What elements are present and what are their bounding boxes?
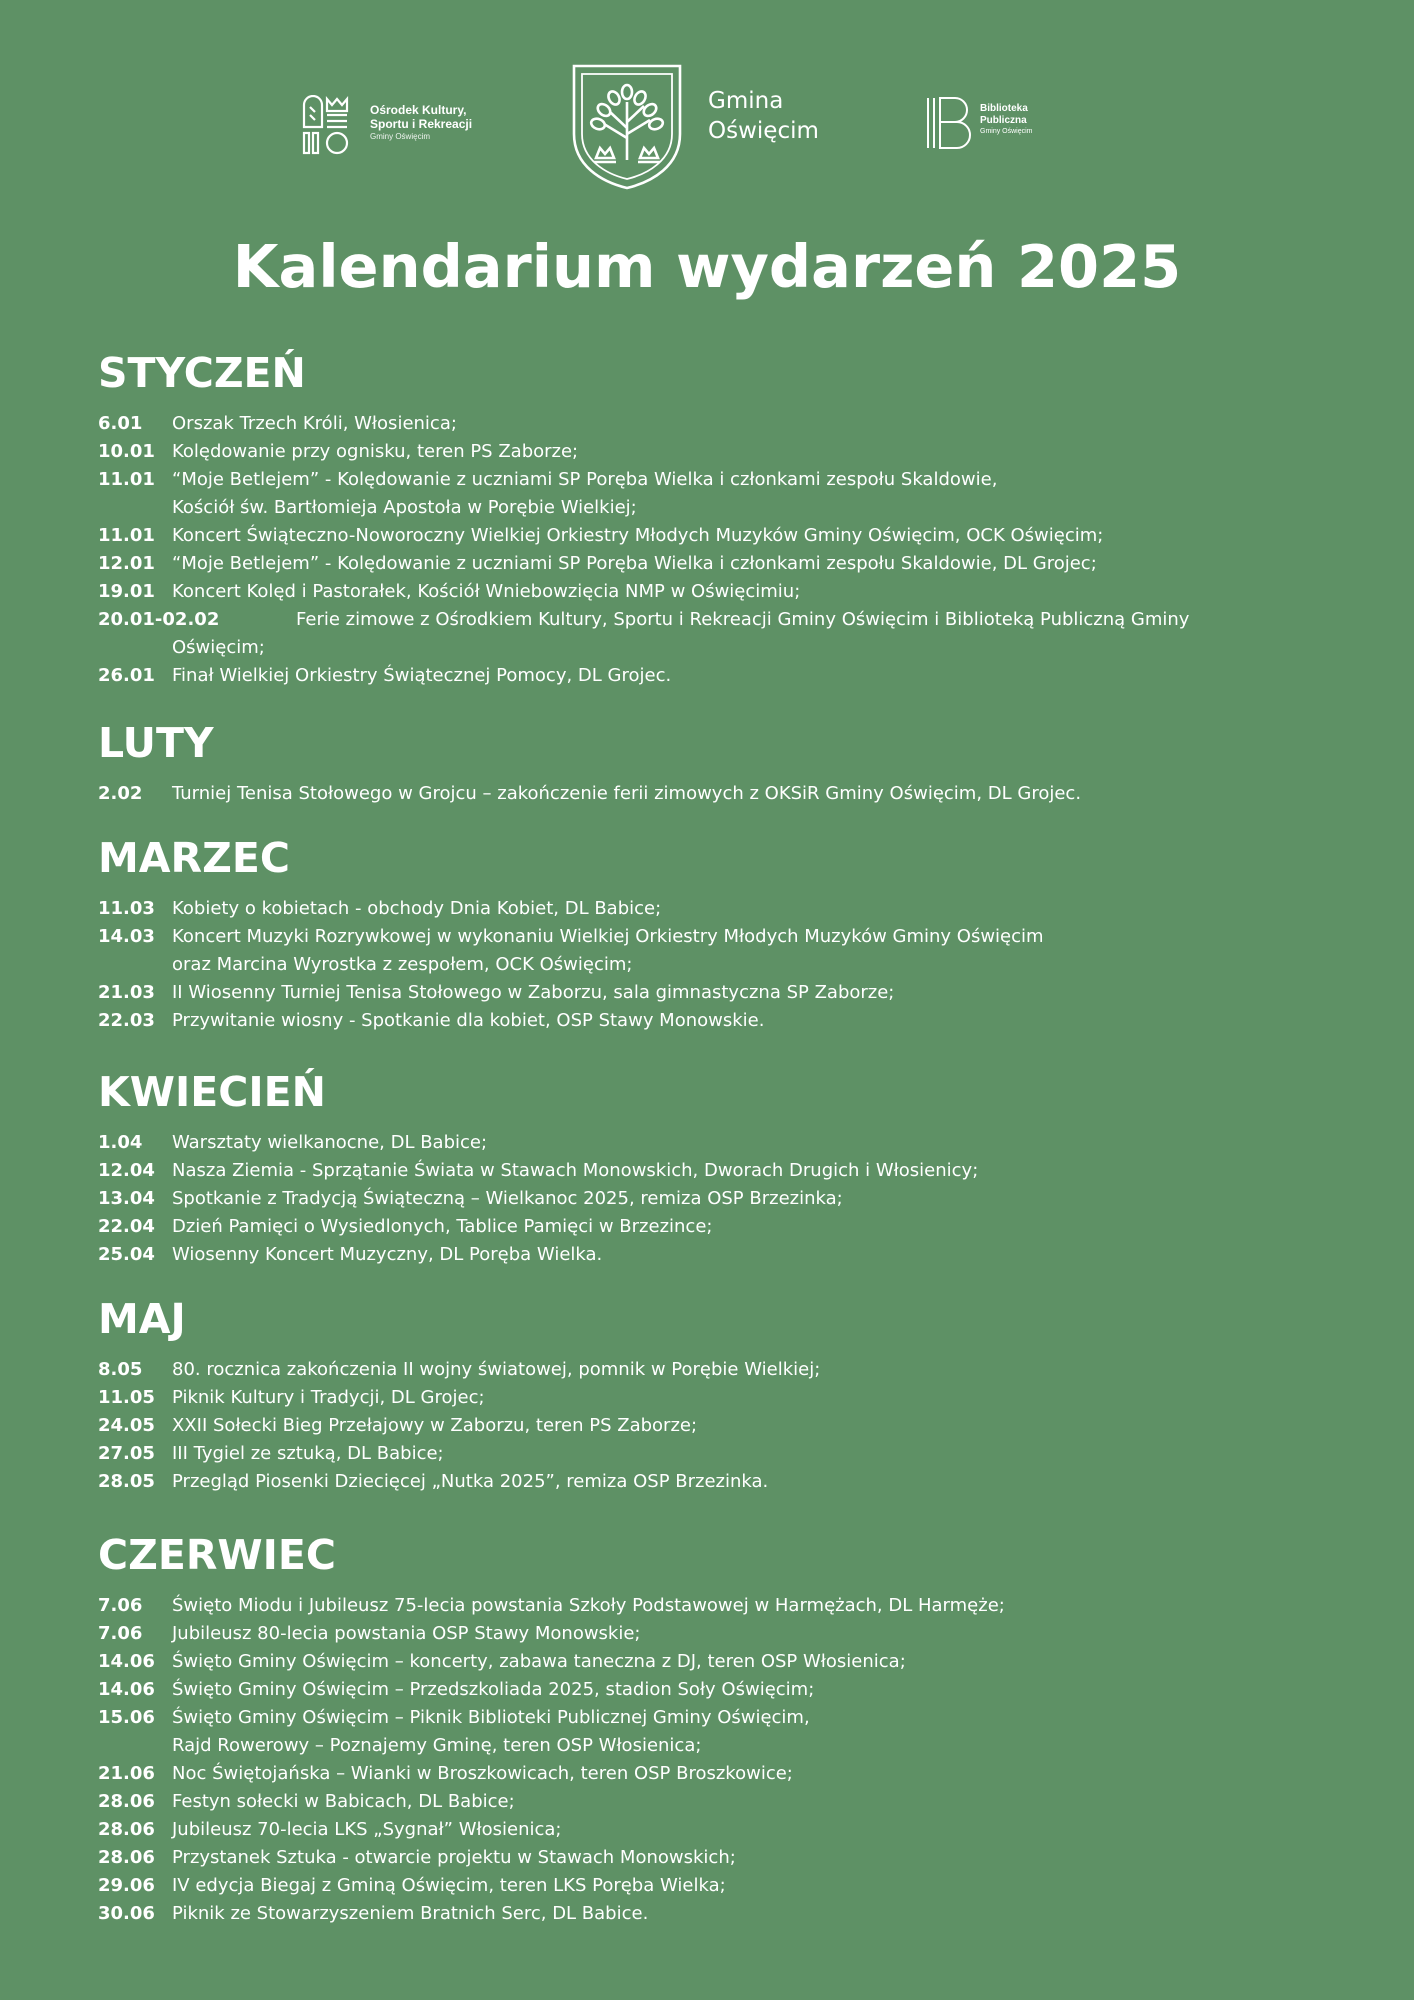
event-row bbox=[98, 1185, 1328, 1213]
event-description: Jubileusz 80-lecia powstania OSP Stawy Monowskie; bbox=[172, 1623, 641, 1644]
event-date: 29.06 bbox=[98, 1875, 155, 1896]
gmina-name bbox=[708, 86, 819, 146]
event-date: 11.01 bbox=[98, 525, 155, 546]
biblioteka-emblem-icon bbox=[925, 95, 975, 151]
event-row bbox=[98, 1157, 1328, 1185]
event-list bbox=[98, 1129, 1328, 1269]
event-row bbox=[98, 1704, 1328, 1732]
event-date: 28.06 bbox=[98, 1819, 155, 1840]
event-row bbox=[98, 1468, 1328, 1496]
event-description: Kościół św. Bartłomieja Apostoła w Porębie Wielkiej; bbox=[172, 497, 637, 518]
event-list bbox=[98, 410, 1328, 690]
event-description: Koncert Świąteczno-Noworoczny Wielkiej Orkiestry Młodych Muzyków Gminy Oświęcim, OCK Oświęcim; bbox=[172, 525, 1104, 546]
event-list bbox=[98, 1592, 1328, 1928]
event-description: Rajd Rowerowy – Poznajemy Gminę, teren OSP Włosienica; bbox=[172, 1735, 702, 1756]
biblioteka-line3: Gminy Oświęcim bbox=[980, 128, 1033, 135]
event-date bbox=[98, 951, 172, 979]
event-description: XXII Sołecki Bieg Przełajowy w Zaborzu, teren PS Zaborze; bbox=[172, 1415, 698, 1436]
month-heading: CZERWIEC bbox=[98, 1531, 336, 1579]
event-row bbox=[98, 1592, 1328, 1620]
oksir-line2: Sportu i Rekreacji bbox=[370, 117, 473, 131]
month-section bbox=[98, 1067, 1328, 1269]
month-section bbox=[98, 1294, 1328, 1496]
event-row bbox=[98, 522, 1328, 550]
header bbox=[0, 0, 1414, 200]
event-description: Oświęcim; bbox=[172, 637, 265, 658]
event-description: Warsztaty wielkanocne, DL Babice; bbox=[172, 1132, 488, 1153]
event-row bbox=[98, 1384, 1328, 1412]
event-description: III Tygiel ze sztuką, DL Babice; bbox=[172, 1443, 444, 1464]
event-date: 20.01-02.02 bbox=[98, 609, 220, 630]
event-description: Nasza Ziemia - Sprzątanie Świata w Stawach Monowskich, Dworach Drugich i Włosienicy; bbox=[172, 1160, 979, 1181]
event-description: oraz Marcina Wyrostka z zespołem, OCK Oświęcim; bbox=[172, 954, 633, 975]
oksir-line1: Ośrodek Kultury, bbox=[370, 103, 467, 117]
gmina-crest-icon bbox=[570, 62, 684, 192]
event-row bbox=[98, 662, 1328, 690]
event-row bbox=[98, 1676, 1328, 1704]
oksir-emblem-icon bbox=[300, 95, 362, 157]
event-date bbox=[98, 634, 172, 662]
event-date: 27.05 bbox=[98, 1443, 155, 1464]
biblioteka-line1: Biblioteka bbox=[980, 103, 1028, 114]
event-description: II Wiosenny Turniej Tenisa Stołowego w Zaborzu, sala gimnastyczna SP Zaborze; bbox=[172, 982, 895, 1003]
event-list bbox=[98, 780, 1328, 808]
event-row bbox=[98, 1844, 1328, 1872]
event-date: 28.05 bbox=[98, 1471, 155, 1492]
gmina-line2: Oświęcim bbox=[708, 118, 819, 144]
event-date bbox=[98, 494, 172, 522]
event-date: 10.01 bbox=[98, 441, 155, 462]
event-date: 15.06 bbox=[98, 1707, 155, 1728]
event-description: Festyn sołecki w Babicach, DL Babice; bbox=[172, 1791, 515, 1812]
event-date: 21.03 bbox=[98, 982, 155, 1003]
event-date: 2.02 bbox=[98, 783, 143, 804]
event-row bbox=[98, 951, 1328, 979]
event-description: Piknik Kultury i Tradycji, DL Grojec; bbox=[172, 1387, 485, 1408]
event-list bbox=[98, 1356, 1328, 1496]
event-row bbox=[98, 1356, 1328, 1384]
event-row bbox=[98, 1213, 1328, 1241]
page-title: Kalendarium wydarzeń 2025 bbox=[232, 232, 1182, 301]
event-description: Wiosenny Koncert Muzyczny, DL Poręba Wielka. bbox=[172, 1244, 603, 1265]
month-heading: MAJ bbox=[98, 1295, 186, 1343]
event-description: Kolędowanie przy ognisku, teren PS Zaborze; bbox=[172, 441, 579, 462]
event-description: Święto Gminy Oświęcim – Przedszkoliada 2025, stadion Soły Oświęcim; bbox=[172, 1679, 815, 1700]
month-section bbox=[98, 1530, 1328, 1928]
gmina-line1: Gmina bbox=[708, 88, 784, 114]
event-date bbox=[98, 1732, 172, 1760]
event-list bbox=[98, 895, 1328, 1035]
event-description: Turniej Tenisa Stołowego w Grojcu – zakończenie ferii zimowych z OKSiR Gminy Oświęcim, DL Grojec. bbox=[172, 783, 1082, 804]
event-date: 14.06 bbox=[98, 1679, 155, 1700]
biblioteka-logo bbox=[925, 95, 1075, 155]
event-date: 7.06 bbox=[98, 1595, 143, 1616]
event-row bbox=[98, 606, 1328, 634]
event-date: 14.06 bbox=[98, 1651, 155, 1672]
event-date: 11.05 bbox=[98, 1387, 155, 1408]
event-row bbox=[98, 438, 1328, 466]
month-heading: STYCZEŃ bbox=[98, 349, 306, 397]
biblioteka-line2: Publiczna bbox=[980, 115, 1027, 126]
event-row bbox=[98, 1007, 1328, 1035]
event-row bbox=[98, 1129, 1328, 1157]
event-row bbox=[98, 895, 1328, 923]
event-description: “Moje Betlejem” - Kolędowanie z uczniami SP Poręba Wielka i członkami zespołu Skaldowie, DL Grojec; bbox=[172, 553, 1097, 574]
event-row bbox=[98, 1620, 1328, 1648]
event-date: 11.01 bbox=[98, 469, 155, 490]
month-section bbox=[98, 718, 1328, 808]
event-row bbox=[98, 1872, 1328, 1900]
event-description: Przegląd Piosenki Dziecięcej „Nutka 2025”, remiza OSP Brzezinka. bbox=[172, 1471, 769, 1492]
event-description: Orszak Trzech Króli, Włosienica; bbox=[172, 413, 457, 434]
event-row bbox=[98, 634, 1328, 662]
event-description: “Moje Betlejem” - Kolędowanie z uczniami SP Poręba Wielka i członkami zespołu Skaldowie, bbox=[172, 469, 998, 490]
event-row bbox=[98, 466, 1328, 494]
event-description: Noc Świętojańska – Wianki w Broszkowicach, teren OSP Broszkowice; bbox=[172, 1763, 793, 1784]
event-row bbox=[98, 923, 1328, 951]
month-section bbox=[98, 833, 1328, 1035]
event-row bbox=[98, 1440, 1328, 1468]
event-date: 11.03 bbox=[98, 898, 155, 919]
event-row bbox=[98, 1788, 1328, 1816]
event-date: 13.04 bbox=[98, 1188, 155, 1209]
event-description: Jubileusz 70-lecia LKS „Sygnał” Włosienica; bbox=[172, 1819, 562, 1840]
event-description: Święto Gminy Oświęcim – koncerty, zabawa taneczna z DJ, teren OSP Włosienica; bbox=[172, 1651, 906, 1672]
event-date: 25.04 bbox=[98, 1244, 155, 1265]
event-description: Święto Gminy Oświęcim – Piknik Biblioteki Publicznej Gminy Oświęcim, bbox=[172, 1707, 810, 1728]
event-description: IV edycja Biegaj z Gminą Oświęcim, teren LKS Poręba Wielka; bbox=[172, 1875, 726, 1896]
event-row bbox=[98, 1760, 1328, 1788]
month-section bbox=[98, 348, 1328, 690]
event-description: Przystanek Sztuka - otwarcie projektu w Stawach Monowskich; bbox=[172, 1847, 736, 1868]
event-description: Koncert Muzyki Rozrywkowej w wykonaniu Wielkiej Orkiestry Młodych Muzyków Gminy Oświęcim bbox=[172, 926, 1044, 947]
event-date: 22.04 bbox=[98, 1216, 155, 1237]
event-date: 12.01 bbox=[98, 553, 155, 574]
event-row bbox=[98, 578, 1328, 606]
event-row bbox=[98, 1648, 1328, 1676]
month-heading: LUTY bbox=[98, 719, 214, 767]
event-description: Ferie zimowe z Ośrodkiem Kultury, Sportu i Rekreacji Gminy Oświęcim i Biblioteką Publiczną Gminy bbox=[296, 609, 1190, 630]
event-row bbox=[98, 1412, 1328, 1440]
event-date: 14.03 bbox=[98, 926, 155, 947]
event-description: 80. rocznica zakończenia II wojny światowej, pomnik w Porębie Wielkiej; bbox=[172, 1359, 821, 1380]
event-row bbox=[98, 550, 1328, 578]
event-row bbox=[98, 1241, 1328, 1269]
event-description: Spotkanie z Tradycją Świąteczną – Wielkanoc 2025, remiza OSP Brzezinka; bbox=[172, 1188, 843, 1209]
event-description: Koncert Kolęd i Pastorałek, Kościół Wniebowzięcia NMP w Oświęcimiu; bbox=[172, 581, 801, 602]
oksir-logo bbox=[300, 95, 500, 160]
event-description: Dzień Pamięci o Wysiedlonych, Tablice Pamięci w Brzezince; bbox=[172, 1216, 713, 1237]
event-description: Piknik ze Stowarzyszeniem Bratnich Serc, DL Babice. bbox=[172, 1903, 649, 1924]
event-date: 7.06 bbox=[98, 1623, 143, 1644]
event-row bbox=[98, 780, 1328, 808]
event-date: 19.01 bbox=[98, 581, 155, 602]
event-row bbox=[98, 1816, 1328, 1844]
event-date: 28.06 bbox=[98, 1847, 155, 1868]
event-date: 12.04 bbox=[98, 1160, 155, 1181]
event-row bbox=[98, 1732, 1328, 1760]
oksir-line3: Gminy Oświęcim bbox=[370, 132, 431, 141]
event-description: Finał Wielkiej Orkiestry Świątecznej Pomocy, DL Grojec. bbox=[172, 665, 672, 686]
event-date: 6.01 bbox=[98, 413, 143, 434]
month-heading: MARZEC bbox=[98, 834, 290, 882]
month-heading: KWIECIEŃ bbox=[98, 1068, 326, 1116]
event-date: 22.03 bbox=[98, 1010, 155, 1031]
event-date: 8.05 bbox=[98, 1359, 143, 1380]
event-date: 28.06 bbox=[98, 1791, 155, 1812]
event-description: Kobiety o kobietach - obchody Dnia Kobiet, DL Babice; bbox=[172, 898, 662, 919]
event-description: Święto Miodu i Jubileusz 75-lecia powstania Szkoły Podstawowej w Harmężach, DL Harmęże; bbox=[172, 1595, 1005, 1616]
event-row bbox=[98, 494, 1328, 522]
event-date: 30.06 bbox=[98, 1903, 155, 1924]
event-row bbox=[98, 410, 1328, 438]
event-date: 26.01 bbox=[98, 665, 155, 686]
event-date: 24.05 bbox=[98, 1415, 155, 1436]
event-date: 1.04 bbox=[98, 1132, 143, 1153]
event-description: Przywitanie wiosny - Spotkanie dla kobiet, OSP Stawy Monowskie. bbox=[172, 1010, 765, 1031]
event-row bbox=[98, 1900, 1328, 1928]
event-date: 21.06 bbox=[98, 1763, 155, 1784]
event-row bbox=[98, 979, 1328, 1007]
